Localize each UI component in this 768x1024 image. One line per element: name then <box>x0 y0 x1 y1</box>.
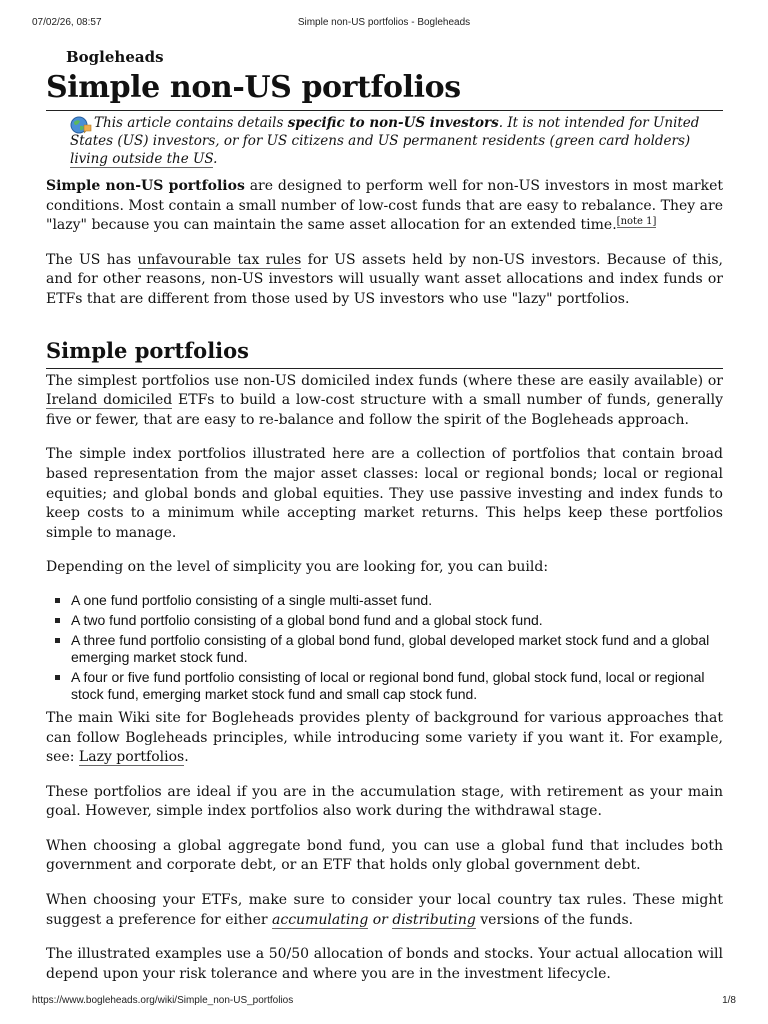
print-url: https://www.bogleheads.org/wiki/Simple_non-US_portfolios <box>32 995 294 1006</box>
bullet-square-icon <box>55 675 60 680</box>
accumulation-paragraph: These portfolios are ideal if you are in the accumulation stage, with retirement as your main goal. However, simple index portfolios also work during the withdrawal stage. <box>46 783 723 820</box>
s1-text-end: ETFs to build a low-cost structure with a small number of funds, generally five or fewer, that are easy to re-balance and follow the spirit of the Bogleheads approach. <box>46 392 723 428</box>
bond-fund-paragraph: When choosing a global aggregate bond fund, you can use a global fund that includes both government and corporate debt, or an ETF that holds only global government debt. <box>46 837 723 874</box>
accumulating-link[interactable]: accumulating <box>272 911 369 928</box>
etf-tax-paragraph <box>46 891 723 930</box>
s4-text-start: The main Wiki site for Bogleheads provides plenty of background for various approaches that can follow Bogleheads principles, while introducing some variety if you want it. For example, see: <box>46 709 723 766</box>
tax-paragraph <box>46 251 723 310</box>
print-page-title: Simple non-US portfolios - Bogleheads <box>297 17 471 28</box>
ireland-domiciled-link[interactable]: Ireland domiciled <box>46 392 173 409</box>
s7-or: or <box>368 911 393 928</box>
s4-text-end: . <box>184 749 189 766</box>
section-heading-simple-portfolios: Simple portfolios <box>46 337 723 369</box>
page-title: Simple non-US portfolios <box>46 68 723 111</box>
lazy-portfolios-link[interactable]: Lazy portfolios <box>78 749 185 766</box>
s7-text-start: When choosing your ETFs, make sure to consider your local country tax rules. These might suggest a preference for either <box>46 892 723 928</box>
note-1-link[interactable]: [note 1] <box>616 215 657 227</box>
tax-text-end: for US assets held by non-US investors. Because of this, and for other reasons, non-US investors will usually want asset allocations and index funds or ETFs that are different from those used by US investors who use "lazy" portfolios. <box>46 251 723 307</box>
unfavourable-tax-rules-link[interactable]: unfavourable tax rules <box>137 251 302 268</box>
s1-text-start: The simplest portfolios use non-US domiciled index funds (where these are easily available) or <box>46 372 723 389</box>
intro-paragraph <box>46 177 723 236</box>
living-outside-us-link[interactable]: living outside the US <box>70 151 214 167</box>
article-content <box>46 68 723 984</box>
globe-icon <box>70 116 92 134</box>
list-item <box>71 669 723 703</box>
index-portfolios-paragraph: The simple index portfolios illustrated here are a collection of portfolios that contain broad based representation from the major asset classes: local or regional bonds; local or regional equities; and global bonds and global equities. They use passive investing and index funds to keep costs to a minimum while accepting market returns. This helps keep these portfolios simple to manage. <box>46 446 723 541</box>
intro-bold: Simple non-US portfolios <box>46 178 245 194</box>
site-name[interactable]: Bogleheads <box>66 48 164 66</box>
bullet-square-icon <box>55 598 60 603</box>
s7-text-end: versions of the funds. <box>475 911 634 928</box>
bullet-square-icon <box>55 638 60 643</box>
print-page-number: 1/8 <box>722 995 736 1006</box>
non-us-notice <box>70 114 723 168</box>
list-item <box>71 612 723 629</box>
notice-bold: specific to non-US investors <box>287 115 499 131</box>
notice-text-middle: . It is not intended for United States (US) investors, or for US citizens and US permanent residents (green card holders) <box>70 115 700 149</box>
allocation-paragraph: The illustrated examples use a 50/50 allocation of bonds and stocks. Your actual allocation will depend upon your risk tolerance and where you are in the investment lifecycle. <box>46 946 723 982</box>
simplicity-paragraph: Depending on the level of simplicity you are looking for, you can build: <box>46 559 549 576</box>
intro-text: are designed to perform well for non-US investors in most market conditions. Most contain a small number of low-cost funds that are easy to rebalance. They are "lazy" because you can maintain the same asset allocation for an extended time. <box>46 178 723 234</box>
list-item-text: A two fund portfolio consisting of a global bond fund and a global stock fund. <box>71 611 543 628</box>
list-item <box>71 592 723 609</box>
distributing-link[interactable]: distributing <box>392 911 476 928</box>
notice-text-end: . <box>213 151 218 167</box>
bullet-square-icon <box>55 618 60 623</box>
wiki-background-paragraph <box>46 709 723 768</box>
list-item-text: A four or five fund portfolio consisting of local or regional bond fund, global stock fund, local or regional stock fund, emerging market stock fund and small cap stock fund. <box>71 668 705 702</box>
portfolio-options-list <box>46 592 723 703</box>
tax-text-start: The US has <box>46 251 138 268</box>
list-item-text: A one fund portfolio consisting of a single multi-asset fund. <box>71 591 433 608</box>
notice-text-start: This article contains details <box>94 115 288 131</box>
print-datetime: 07/02/26, 08:57 <box>32 17 102 28</box>
list-item <box>71 632 723 666</box>
simplest-portfolios-paragraph <box>46 372 723 431</box>
list-item-text: A three fund portfolio consisting of a global bond fund, global developed market stock fund and a global emerging market stock fund. <box>71 631 710 665</box>
